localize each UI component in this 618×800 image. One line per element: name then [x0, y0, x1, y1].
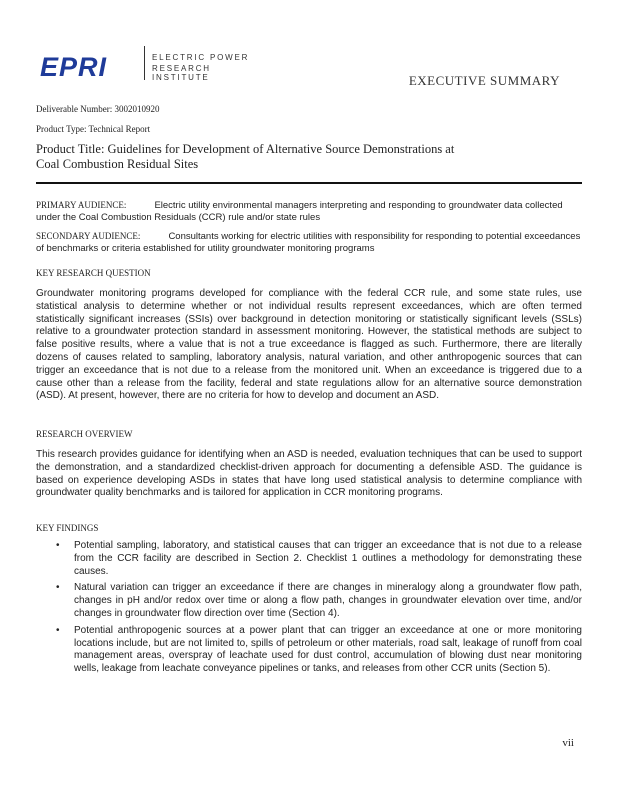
key-research-question-heading: KEY RESEARCH QUESTION: [36, 268, 151, 278]
secondary-audience: [36, 230, 582, 255]
product-type: Product Type: Technical Report: [36, 124, 151, 134]
finding-text: Potential sampling, laboratory, and statistical causes that can trigger an exceedance that is not due to a release from the CCR facility are described in Section 2. Checklist 1 outlines a methodology for demonstrating these causes.: [74, 540, 582, 577]
research-overview-heading: RESEARCH OVERVIEW: [36, 429, 133, 439]
bullet-icon: •: [56, 582, 60, 594]
secondary-audience-text: Consultants working for electric utilities with responsibility for responding to potential exceedances of benchmarks or criteria established for utility groundwater monitoring programs: [36, 231, 581, 254]
secondary-audience-label: SECONDARY AUDIENCE:: [36, 231, 141, 241]
product-title-line-1: Product Title: Guidelines for Development of Alternative Source Demonstrations at: [36, 142, 455, 156]
epri-wordmark: EPRI: [40, 52, 108, 82]
epri-logo: [40, 46, 270, 86]
header-rule: [36, 182, 582, 184]
list-item: [56, 624, 582, 676]
logo-line-2: RESEARCH INSTITUTE: [152, 64, 211, 82]
deliverable-number: Deliverable Number: 3002010920: [36, 104, 160, 114]
section-title: EXECUTIVE SUMMARY: [408, 73, 560, 88]
list-item: [56, 582, 582, 620]
bullet-icon: •: [56, 624, 60, 636]
finding-text: Potential anthropogenic sources at a power plant that can trigger an exceedance at one or more monitoring locations include, but are not limited to, spills of petroleum or other materials, road salt, leakage of runoff from coal management areas, overspray of leachate used for dust control, accumulation of blowing dust near monitoring wells, leakage from leachate conveyance pipelines or tanks, and releases from other CCR units (Section 5).: [74, 624, 582, 675]
research-overview-body: This research provides guidance for identifying when an ASD is needed, evaluation techniques that can be used to support the demonstration, and a standardized checklist-driven approach for documenting a defensible ASD. The guidance is based on experience developing ASDs in states that have long used statistical analysis to determine compliance with groundwater quality benchmarks and is tailored for application in CCR monitoring programs.: [36, 449, 582, 499]
key-findings-list: [56, 540, 582, 680]
page-number: vii: [562, 737, 574, 749]
finding-text: Natural variation can trigger an exceedance if there are changes in mineralogy along a groundwater flow path, changes in pH and/or redox over time or along a flow path, changes in groundwater elevation over time, and/or changes in groundwater flow direction over time (Section 4).: [74, 582, 582, 619]
logo-line-1: ELECTRIC POWER: [152, 53, 250, 62]
bullet-icon: •: [56, 540, 60, 551]
key-findings-heading: KEY FINDINGS: [36, 523, 99, 533]
product-title-line-2: Coal Combustion Residual Sites: [36, 157, 199, 171]
logo-divider: [144, 46, 145, 80]
product-title: [36, 142, 556, 172]
list-item: [56, 540, 582, 578]
primary-audience-text: Electric utility environmental managers interpreting and responding to groundwater data collected under the Coal Combustion Residuals (CCR) rule and/or state rules: [36, 200, 563, 223]
key-research-question-body: Groundwater monitoring programs developed for compliance with the federal CCR rule, and some state rules, use statistical analysis to determine whether or not individual results represent exceedances, which are often termed statistically significant increases (SSIs) over background in detection monitoring or statistically significant levels (SSLs) relative to a groundwater protection standard in assessment monitoring. However, the statistical methods are subject to false positive results, where a value that is not a true exceedance is flagged as such. Furthermore, there are literally dozens of causes related to sampling, laboratory analysis, natural variation, and other anthropogenic sources that can trigger an exceedance that is not due to a release from the monitored unit. When an exceedance is triggered due to a cause other than a release from the facility, federal and state regulations allow for an alternative source demonstration (ASD). At present, however, there are no criteria for how to develop and document an ASD.: [36, 288, 582, 402]
primary-audience: [36, 199, 582, 224]
primary-audience-label: PRIMARY AUDIENCE:: [36, 200, 127, 210]
